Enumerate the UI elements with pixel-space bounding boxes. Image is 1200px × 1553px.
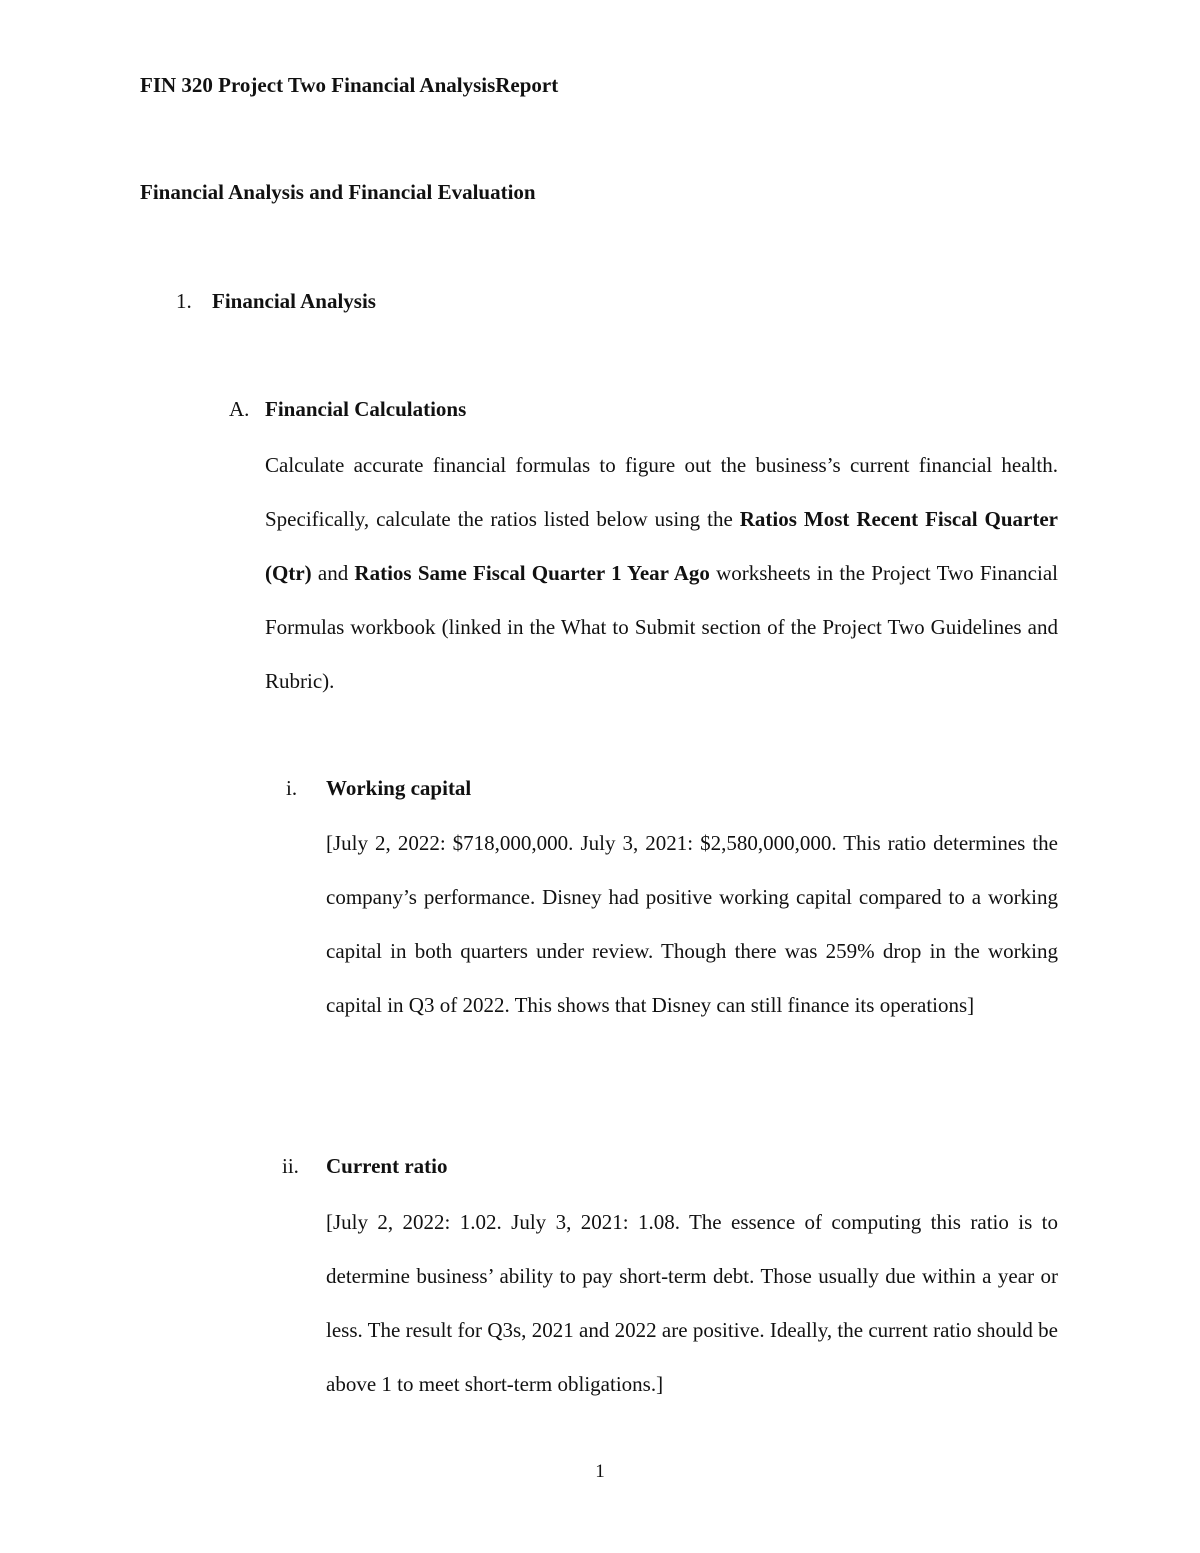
section-1-heading: Financial Analysis: [212, 289, 376, 313]
intro-text-part3: worksheets in the Project Two Financial Formulas workbook (linked in the What to Submit section of the Project Two Guidelines and Rubric).: [265, 561, 1058, 693]
current-ratio-paragraph: [July 2, 2022: 1.02. July 3, 2021: 1.08. The essence of computing this ratio is to determine business’ ability to pay short-term debt. Those usually due within a year or less. The result for Q3s, 2021 and 2022 are positive. Ideally, the current ratio should be above 1 to meet short-term obligations.]: [326, 1210, 1058, 1396]
intro-bold-ratios-year-ago: Ratios Same Fiscal Quarter 1 Year Ago: [354, 561, 710, 585]
document-subtitle: Financial Analysis and Financial Evaluation: [140, 180, 536, 204]
intro-text-part1: Calculate accurate financial formulas to figure out the business’s current financial health. Specifically, calculate the ratios listed below using the: [265, 453, 1058, 531]
section-a-letter: A.: [229, 397, 250, 421]
section-a-heading: Financial Calculations: [265, 397, 467, 421]
document-title: FIN 320 Project Two Financial AnalysisReport: [140, 73, 559, 97]
page-number: 1: [595, 1461, 605, 1482]
item-ii-numeral: ii.: [282, 1154, 299, 1178]
item-i-numeral: i.: [286, 776, 298, 800]
section-1-number: 1.: [176, 289, 192, 313]
intro-text-part2: and: [311, 561, 355, 585]
intro-bold-ratios-recent: Ratios Most Recent Fiscal Quarter (Qtr): [265, 507, 1058, 585]
working-capital-paragraph: [July 2, 2022: $718,000,000. July 3, 2021: $2,580,000,000. This ratio determines the company’s performance. Disney had positive working capital compared to a working capital in both quarters under review. Though there was 259% drop in the working capital in Q3 of 2022. This shows that Disney can still finance its operations]: [326, 831, 1058, 1017]
item-i-heading: Working capital: [326, 776, 472, 800]
item-ii-heading: Current ratio: [326, 1154, 448, 1178]
section-a-intro-paragraph: [265, 438, 1058, 708]
